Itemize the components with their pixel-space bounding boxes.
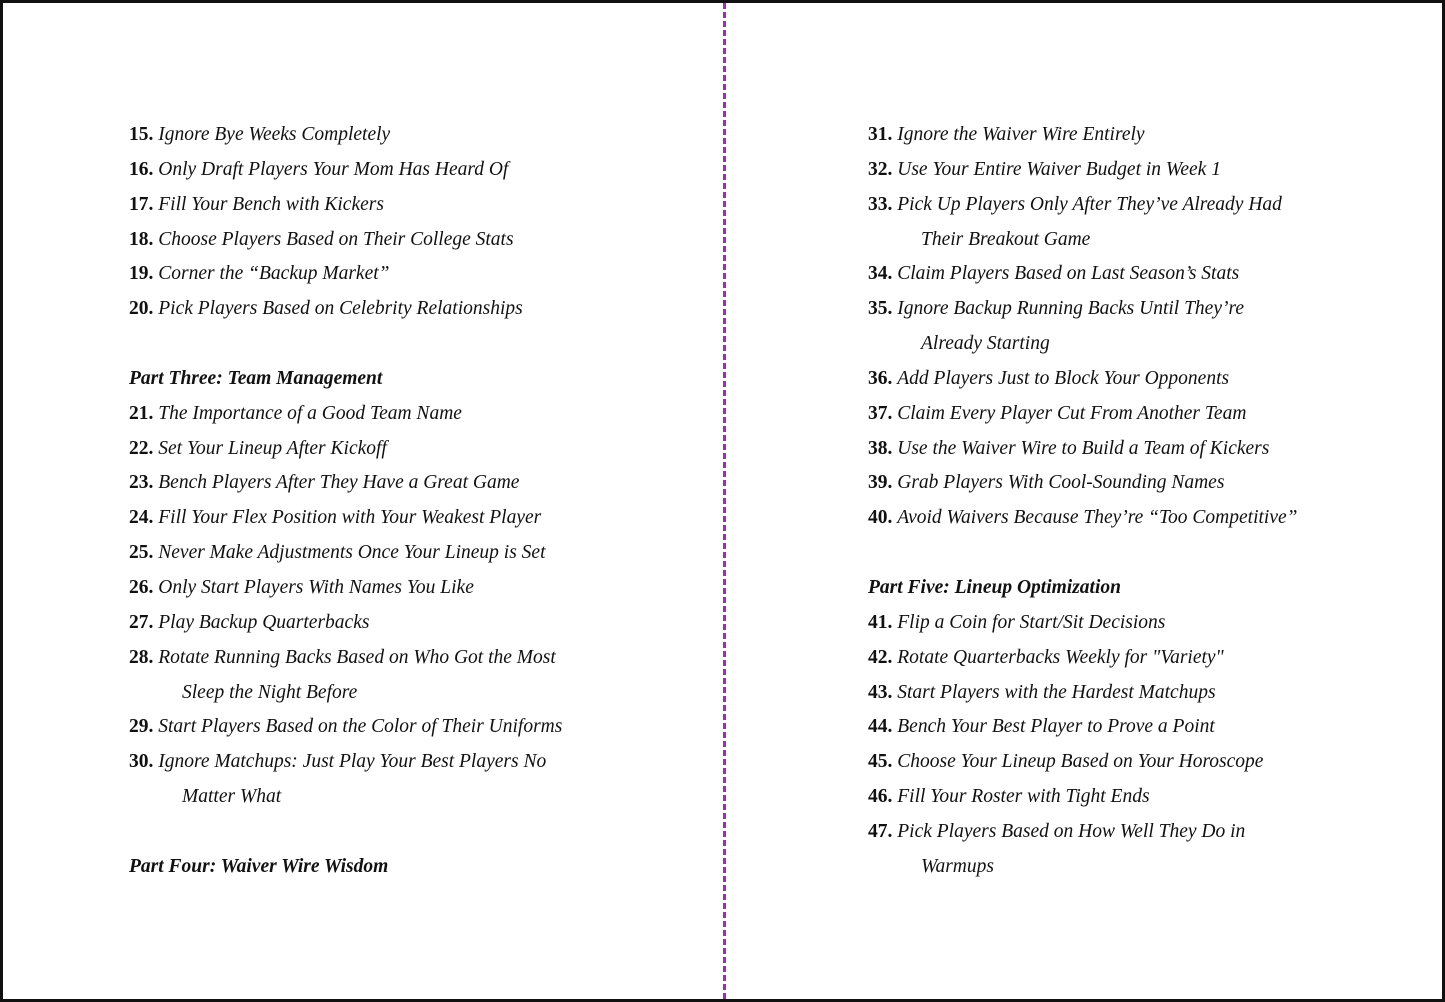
entry-number: 33. (868, 193, 893, 215)
toc-entry (868, 641, 1428, 676)
toc-entry (129, 745, 709, 780)
entry-title: The Importance of a Good Team Name (158, 402, 462, 424)
toc-entry (129, 257, 709, 292)
toc-entry (129, 397, 709, 432)
section-heading: Part Five: Lineup Optimization (868, 576, 1121, 598)
entry-number: 45. (868, 751, 893, 773)
entry-number: 26. (129, 576, 154, 598)
entry-title: Fill Your Bench with Kickers (158, 193, 384, 215)
entry-number: 32. (868, 158, 893, 180)
entry-number: 44. (868, 716, 893, 738)
entry-title: Claim Every Player Cut From Another Team (897, 402, 1247, 424)
entry-title: Use Your Entire Waiver Budget in Week 1 (897, 158, 1221, 180)
entry-number: 37. (868, 402, 893, 424)
toc-entry (129, 153, 709, 188)
entry-title-continued: Their Breakout Game (921, 228, 1091, 250)
entry-title: Ignore Matchups: Just Play Your Best Players No (158, 751, 547, 773)
toc-entry (129, 536, 709, 571)
toc-entry (129, 432, 709, 467)
entry-number: 40. (868, 507, 893, 529)
entry-title: Claim Players Based on Last Season’s Stats (897, 263, 1240, 285)
toc-entry (129, 501, 709, 536)
entry-title: Start Players Based on the Color of Their Uniforms (158, 716, 563, 738)
entry-title: Corner the “Backup Market” (158, 263, 390, 285)
toc-entry-continuation (129, 676, 709, 711)
toc-entry (129, 188, 709, 223)
entry-number: 24. (129, 507, 154, 529)
toc-entry (868, 257, 1428, 292)
entry-title: Avoid Waivers Because They’re “Too Competitive” (897, 507, 1298, 529)
spacer (129, 327, 709, 362)
entry-number: 30. (129, 751, 154, 773)
entry-title-continued: Already Starting (921, 333, 1050, 355)
entry-number: 18. (129, 228, 154, 250)
entry-number: 39. (868, 472, 893, 494)
section-heading: Part Four: Waiver Wire Wisdom (129, 855, 389, 877)
right-page (868, 118, 1428, 885)
toc-entry-continuation (868, 223, 1428, 258)
entry-title: Bench Your Best Player to Prove a Point (897, 716, 1215, 738)
toc-entry (129, 118, 709, 153)
toc-entry (129, 571, 709, 606)
entry-title-continued: Warmups (921, 855, 994, 877)
entry-number: 15. (129, 124, 154, 145)
toc-entry (129, 292, 709, 327)
entry-number: 46. (868, 786, 893, 808)
entry-number: 23. (129, 472, 154, 494)
entry-title: Ignore Backup Running Backs Until They’re (897, 298, 1245, 320)
entry-title: Play Backup Quarterbacks (158, 611, 370, 633)
toc-entry-continuation (868, 850, 1428, 885)
entry-number: 28. (129, 646, 154, 668)
entry-number: 41. (868, 611, 893, 633)
toc-entry (868, 501, 1428, 536)
entry-title: Fill Your Flex Position with Your Weakest Player (158, 507, 542, 529)
entry-title: Choose Players Based on Their College Stats (158, 228, 514, 250)
entry-title: Use the Waiver Wire to Build a Team of Kickers (897, 437, 1270, 459)
entry-number: 20. (129, 298, 154, 320)
entry-number: 29. (129, 716, 154, 738)
toc-entry (868, 362, 1428, 397)
toc-entry-continuation (868, 327, 1428, 362)
toc-entry (868, 153, 1428, 188)
section-heading: Part Three: Team Management (129, 367, 383, 389)
toc-entry (868, 815, 1428, 850)
entry-title: Ignore the Waiver Wire Entirely (897, 124, 1145, 145)
entry-title: Add Players Just to Block Your Opponents (897, 367, 1230, 389)
toc-entry (129, 641, 709, 676)
entry-number: 21. (129, 402, 154, 424)
entry-number: 38. (868, 437, 893, 459)
entry-number: 35. (868, 298, 893, 320)
entry-title: Only Start Players With Names You Like (158, 576, 474, 598)
entry-number: 47. (868, 820, 893, 842)
entry-title: Only Draft Players Your Mom Has Heard Of (158, 158, 509, 180)
entry-title: Choose Your Lineup Based on Your Horoscope (897, 751, 1264, 773)
page-divider (723, 3, 726, 999)
toc-entry (129, 466, 709, 501)
toc-entry (868, 432, 1428, 467)
entry-number: 22. (129, 437, 154, 459)
entry-number: 27. (129, 611, 154, 633)
spacer (129, 815, 709, 850)
left-page (129, 118, 709, 885)
toc-entry (868, 292, 1428, 327)
entry-number: 36. (868, 367, 893, 389)
toc-entry (129, 223, 709, 258)
spacer (868, 536, 1428, 571)
entry-title-continued: Matter What (182, 786, 282, 808)
toc-entry (868, 188, 1428, 223)
entry-title: Rotate Quarterbacks Weekly for "Variety" (897, 646, 1224, 668)
entry-title: Set Your Lineup After Kickoff (158, 437, 387, 459)
entry-title: Ignore Bye Weeks Completely (158, 124, 391, 145)
toc-entry (868, 466, 1428, 501)
entry-title: Start Players with the Hardest Matchups (897, 681, 1216, 703)
toc-entry (868, 397, 1428, 432)
entry-title: Pick Players Based on How Well They Do in (897, 820, 1246, 842)
entry-title: Flip a Coin for Start/Sit Decisions (897, 611, 1166, 633)
toc-entry-continuation (129, 780, 709, 815)
entry-title: Bench Players After They Have a Great Game (158, 472, 520, 494)
entry-number: 31. (868, 124, 893, 145)
entry-number: 19. (129, 263, 154, 285)
entry-title: Pick Up Players Only After They’ve Already Had (897, 193, 1282, 215)
toc-entry (868, 676, 1428, 711)
entry-title: Grab Players With Cool-Sounding Names (897, 472, 1225, 494)
entry-title: Fill Your Roster with Tight Ends (897, 786, 1150, 808)
entry-number: 16. (129, 158, 154, 180)
toc-entry (129, 606, 709, 641)
entry-title: Never Make Adjustments Once Your Lineup is Set (158, 542, 546, 564)
toc-entry (868, 780, 1428, 815)
entry-title-continued: Sleep the Night Before (182, 681, 358, 703)
entry-number: 34. (868, 263, 893, 285)
entry-title: Pick Players Based on Celebrity Relationships (158, 298, 523, 320)
entry-number: 17. (129, 193, 154, 215)
toc-entry (868, 710, 1428, 745)
entry-number: 25. (129, 542, 154, 564)
entry-title: Rotate Running Backs Based on Who Got the Most (158, 646, 556, 668)
entry-number: 42. (868, 646, 893, 668)
toc-entry (129, 710, 709, 745)
toc-entry (868, 745, 1428, 780)
toc-entry (868, 606, 1428, 641)
toc-entry (868, 118, 1428, 153)
entry-number: 43. (868, 681, 893, 703)
